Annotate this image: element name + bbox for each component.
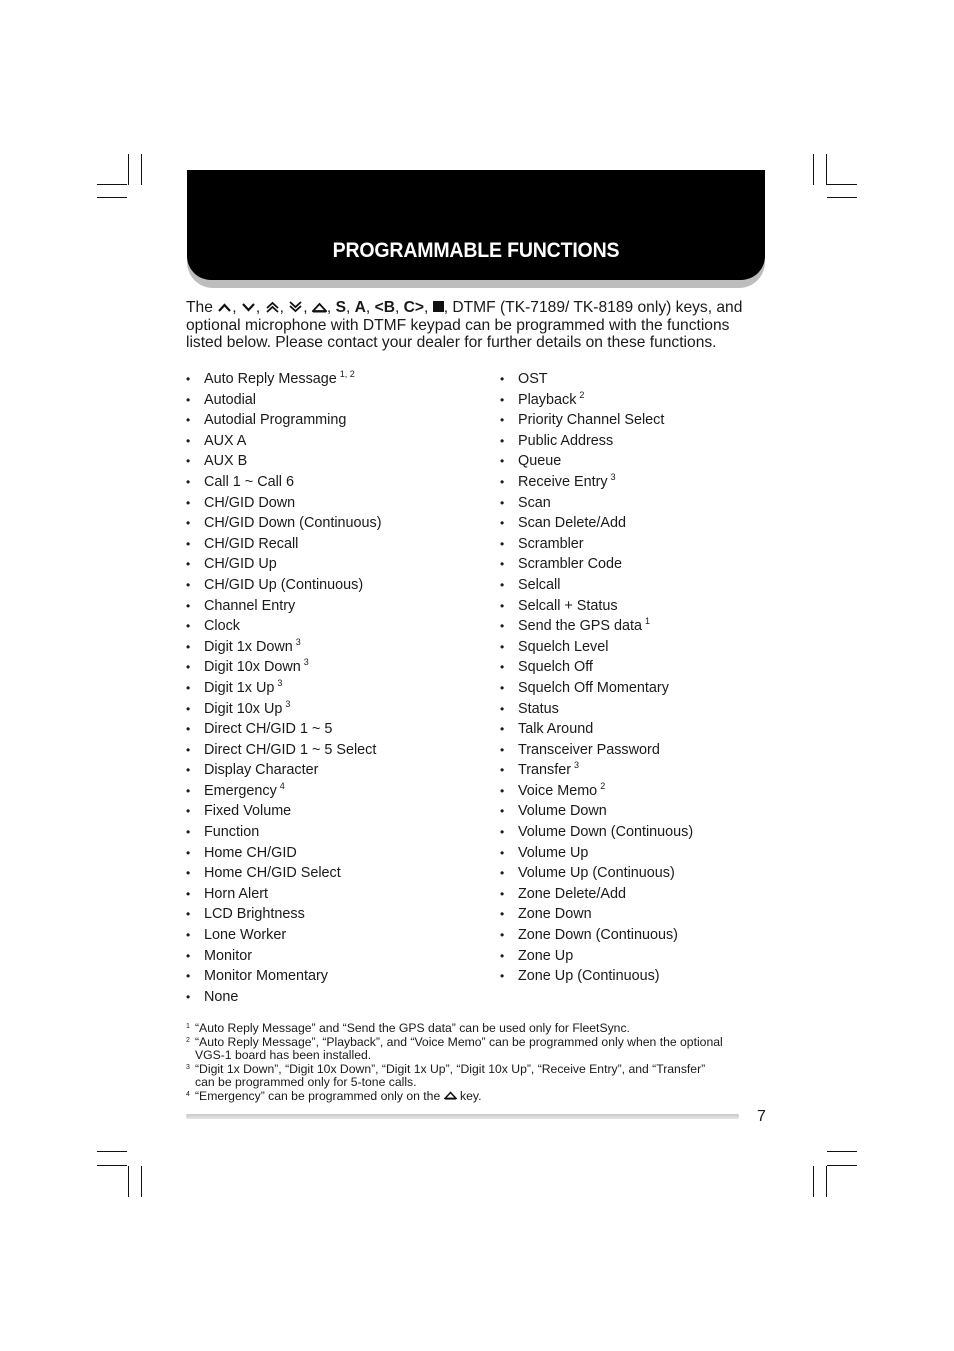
crop-mark xyxy=(141,154,142,185)
list-item xyxy=(186,760,382,781)
bullet: • xyxy=(500,825,505,840)
crop-mark xyxy=(826,154,827,185)
list-item xyxy=(186,637,382,658)
function-label: LCD Brightness xyxy=(204,906,305,923)
bullet: • xyxy=(500,680,505,695)
function-label: None xyxy=(204,988,239,1005)
function-label: Autodial Programming xyxy=(204,412,347,429)
bullet: • xyxy=(186,804,191,819)
bullet: • xyxy=(186,577,191,592)
function-label: Scan Delete/Add xyxy=(518,515,627,532)
function-label: Volume Up xyxy=(518,844,589,861)
crop-mark xyxy=(141,1166,142,1197)
bullet: • xyxy=(500,392,505,407)
list-item xyxy=(186,554,382,575)
bullet: • xyxy=(186,557,191,572)
list-item xyxy=(500,946,693,967)
function-label: Priority Channel Select xyxy=(518,412,665,429)
bullet: • xyxy=(186,845,191,860)
function-label: Selcall xyxy=(518,576,561,593)
list-item xyxy=(500,616,693,637)
function-label: Voice Memo xyxy=(518,782,598,799)
crop-mark xyxy=(97,197,127,198)
bullet: • xyxy=(500,701,505,716)
function-label: Digit 1x Up xyxy=(204,679,275,696)
crop-mark xyxy=(128,1166,129,1197)
list-item xyxy=(500,637,693,658)
function-label: Fixed Volume xyxy=(204,803,292,820)
list-item xyxy=(186,596,382,617)
list-item xyxy=(500,657,693,678)
bullet: • xyxy=(500,557,505,572)
list-item xyxy=(186,410,382,431)
page-title: PROGRAMMABLE FUNCTIONS xyxy=(332,239,620,262)
footnote-ref: 3 xyxy=(610,471,616,482)
function-label: Squelch Level xyxy=(518,638,609,655)
list-item xyxy=(500,760,693,781)
function-label: Clock xyxy=(204,618,240,635)
list-item xyxy=(500,451,693,472)
function-label: Scrambler Code xyxy=(518,556,622,573)
function-label: Emergency xyxy=(204,782,277,799)
function-label: Selcall + Status xyxy=(518,597,618,614)
function-label: Volume Down xyxy=(518,803,607,820)
list-item xyxy=(186,822,382,843)
list-item xyxy=(186,657,382,678)
function-label: CH/GID Recall xyxy=(204,535,299,552)
bullet: • xyxy=(500,969,505,984)
function-label: Direct CH/GID 1 ~ 5 Select xyxy=(204,741,377,758)
bullet: • xyxy=(186,742,191,757)
function-label: Display Character xyxy=(204,762,319,779)
list-item xyxy=(500,410,693,431)
crop-mark xyxy=(827,1151,857,1152)
footnote-ref: 3 xyxy=(303,657,309,668)
down-arrow-icon xyxy=(241,301,256,313)
function-label: Talk Around xyxy=(518,721,594,738)
list-item xyxy=(186,884,382,905)
list-item xyxy=(186,966,382,987)
intro-line-1: The , , , , , S, A, <B, C>, , DTMF (TK-7189/ TK-8189 only) keys, and xyxy=(186,299,743,316)
intro-line-2: optional microphone with DTMF keypad can be programmed with the functions xyxy=(186,316,730,334)
list-item xyxy=(186,740,382,761)
list-item xyxy=(186,513,382,534)
bullet: • xyxy=(186,619,191,634)
function-label: Volume Down (Continuous) xyxy=(518,824,694,841)
function-label: Digit 1x Down xyxy=(204,638,293,655)
bullet: • xyxy=(500,413,505,428)
list-item xyxy=(186,678,382,699)
function-label: Zone Up (Continuous) xyxy=(518,968,660,985)
bullet: • xyxy=(186,989,191,1004)
list-item xyxy=(500,904,693,925)
bullet: • xyxy=(186,928,191,943)
list-item xyxy=(500,843,693,864)
bullet: • xyxy=(186,372,191,386)
function-label: Home CH/GID xyxy=(204,844,297,861)
up-arrow-icon xyxy=(217,301,232,313)
page-number: 7 xyxy=(757,1108,766,1125)
footnote-1: 1 “Auto Reply Message” and “Send the GPS data” can be used only for FleetSync. xyxy=(186,1021,630,1035)
square-key-icon xyxy=(433,301,444,312)
list-item xyxy=(186,493,382,514)
bullet: • xyxy=(500,742,505,757)
function-label: Queue xyxy=(518,453,562,470)
function-label: Transceiver Password xyxy=(518,741,660,758)
emergency-key-icon xyxy=(312,301,327,313)
crop-mark xyxy=(97,1151,127,1152)
list-item xyxy=(500,575,693,596)
list-item xyxy=(500,369,693,390)
bullet: • xyxy=(500,886,505,901)
list-item xyxy=(186,431,382,452)
bullet: • xyxy=(500,433,505,448)
crop-mark xyxy=(827,1165,857,1166)
bullet: • xyxy=(500,454,505,469)
function-label: Autodial xyxy=(204,391,257,408)
bullet: • xyxy=(186,639,191,654)
crop-mark xyxy=(826,1166,827,1197)
bullet: • xyxy=(186,701,191,716)
function-label: Zone Down xyxy=(518,906,592,923)
bullet: • xyxy=(500,845,505,860)
function-label: Monitor xyxy=(204,947,252,964)
function-label: CH/GID Down (Continuous) xyxy=(204,515,382,532)
footer-rule xyxy=(186,1114,739,1119)
list-item xyxy=(500,472,693,493)
list-item xyxy=(500,431,693,452)
footnote-3: 3 “Digit 1x Down”, “Digit 10x Down”, “Digit 1x Up”, “Digit 10x Up”, “Receive Entry”, and “Transfer” can be programmed only for 5-tone calls. xyxy=(186,1061,706,1090)
function-label: Status xyxy=(518,700,559,717)
function-label: Zone Down (Continuous) xyxy=(518,927,678,944)
intro-paragraph xyxy=(186,299,776,352)
list-item xyxy=(500,719,693,740)
bullet: • xyxy=(186,783,191,798)
list-item xyxy=(186,451,382,472)
bullet: • xyxy=(186,516,191,531)
list-item xyxy=(500,822,693,843)
list-item xyxy=(186,390,382,411)
bullet: • xyxy=(500,619,505,634)
emergency-key-icon xyxy=(444,1090,457,1100)
bullet: • xyxy=(186,886,191,901)
function-label: Zone Up xyxy=(518,947,574,964)
list-item xyxy=(186,781,382,802)
list-item xyxy=(500,678,693,699)
list-item xyxy=(186,904,382,925)
function-label: AUX A xyxy=(204,432,247,449)
bullet: • xyxy=(500,660,505,675)
bullet: • xyxy=(186,392,191,407)
list-item xyxy=(186,801,382,822)
double-up-arrow-icon xyxy=(265,301,280,313)
bullet: • xyxy=(186,866,191,881)
footnote-ref: 3 xyxy=(277,677,283,688)
bullet: • xyxy=(186,763,191,778)
footnote-ref: 3 xyxy=(574,760,580,771)
bullet: • xyxy=(500,928,505,943)
list-item xyxy=(186,472,382,493)
footnote-ref: 3 xyxy=(285,698,291,709)
function-label: Volume Up (Continuous) xyxy=(518,865,675,882)
function-label: OST xyxy=(518,371,548,387)
crop-mark xyxy=(813,1166,814,1197)
list-item xyxy=(186,575,382,596)
bullet: • xyxy=(186,598,191,613)
bullet: • xyxy=(186,413,191,428)
bullet: • xyxy=(500,783,505,798)
crop-mark xyxy=(827,184,857,185)
function-list-right xyxy=(500,369,693,987)
list-item xyxy=(500,801,693,822)
list-item xyxy=(186,699,382,720)
bullet: • xyxy=(186,474,191,489)
bullet: • xyxy=(186,454,191,469)
list-item xyxy=(500,740,693,761)
function-label: Call 1 ~ Call 6 xyxy=(204,473,294,490)
list-item xyxy=(500,884,693,905)
list-item xyxy=(500,390,693,411)
list-item xyxy=(186,843,382,864)
bullet: • xyxy=(500,722,505,737)
bullet: • xyxy=(500,372,505,386)
function-label: Scrambler xyxy=(518,535,584,552)
bullet: • xyxy=(186,495,191,510)
list-item xyxy=(500,493,693,514)
bullet: • xyxy=(186,907,191,922)
function-label: Digit 10x Down xyxy=(204,659,301,676)
bullet: • xyxy=(186,969,191,984)
crop-mark xyxy=(128,154,129,185)
bullet: • xyxy=(500,536,505,551)
function-label: CH/GID Down xyxy=(204,494,296,511)
function-label: Scan xyxy=(518,494,551,511)
footnote-ref: 1, 2 xyxy=(339,369,355,379)
bullet: • xyxy=(500,907,505,922)
list-item xyxy=(500,925,693,946)
list-item xyxy=(500,863,693,884)
bullet: • xyxy=(186,948,191,963)
function-label: Home CH/GID Select xyxy=(204,865,341,882)
bullet: • xyxy=(186,536,191,551)
function-label: Function xyxy=(204,824,260,841)
function-label: Zone Delete/Add xyxy=(518,885,627,902)
list-item xyxy=(186,719,382,740)
list-item xyxy=(186,925,382,946)
footnote-ref: 1 xyxy=(645,616,651,627)
bullet: • xyxy=(186,825,191,840)
list-item xyxy=(186,616,382,637)
footnote-2: 2 “Auto Reply Message”, “Playback”, and “Voice Memo” can be programmed only when the optional VGS-1 board has been installed. xyxy=(186,1034,723,1063)
bullet: • xyxy=(500,804,505,819)
function-list-left xyxy=(186,369,382,1007)
bullet: • xyxy=(500,474,505,489)
function-label: Digit 10x Up xyxy=(204,700,283,717)
bullet: • xyxy=(500,866,505,881)
crop-mark xyxy=(813,154,814,185)
bullet: • xyxy=(186,680,191,695)
function-label: Squelch Off Momentary xyxy=(518,679,669,696)
list-item xyxy=(500,966,693,987)
bullet: • xyxy=(500,948,505,963)
function-label: Channel Entry xyxy=(204,597,296,614)
bullet: • xyxy=(500,495,505,510)
function-label: Send the GPS data xyxy=(518,618,643,635)
list-item xyxy=(186,369,382,390)
bullet: • xyxy=(186,660,191,675)
footnote-ref: 4 xyxy=(279,780,285,791)
list-item xyxy=(186,987,382,1008)
footnote-ref: 2 xyxy=(579,389,585,400)
title-banner xyxy=(187,170,765,280)
function-label: Monitor Momentary xyxy=(204,968,328,985)
list-item xyxy=(500,781,693,802)
function-label: Auto Reply Message xyxy=(204,371,337,387)
function-label: Direct CH/GID 1 ~ 5 xyxy=(204,721,333,738)
footnote-4: 4 “Emergency” can be programmed only on the key. xyxy=(186,1088,482,1103)
function-label: CH/GID Up (Continuous) xyxy=(204,576,364,593)
function-label: Public Address xyxy=(518,432,614,449)
crop-mark xyxy=(97,184,127,185)
bullet: • xyxy=(186,722,191,737)
function-label: CH/GID Up xyxy=(204,556,277,573)
list-item xyxy=(500,554,693,575)
bullet: • xyxy=(500,516,505,531)
function-label: Horn Alert xyxy=(204,885,268,902)
list-item xyxy=(186,863,382,884)
footnotes xyxy=(186,1022,776,1104)
list-item xyxy=(500,513,693,534)
list-item xyxy=(500,596,693,617)
crop-mark xyxy=(97,1165,127,1166)
function-label: Transfer xyxy=(518,762,572,779)
list-item xyxy=(500,534,693,555)
footnote-ref: 3 xyxy=(295,636,301,647)
bullet: • xyxy=(500,639,505,654)
footnote-ref: 2 xyxy=(600,780,606,791)
intro-line-3: listed below. Please contact your dealer for further details on these functions. xyxy=(186,334,717,352)
list-item xyxy=(186,946,382,967)
bullet: • xyxy=(186,433,191,448)
function-label: Receive Entry xyxy=(518,473,608,490)
function-label: AUX B xyxy=(204,453,248,470)
function-label: Playback xyxy=(518,391,577,408)
bullet: • xyxy=(500,577,505,592)
bullet: • xyxy=(500,763,505,778)
list-item xyxy=(500,699,693,720)
crop-mark xyxy=(827,197,857,198)
double-down-arrow-icon xyxy=(288,301,303,313)
bullet: • xyxy=(500,598,505,613)
list-item xyxy=(186,534,382,555)
function-label: Lone Worker xyxy=(204,927,287,944)
function-label: Squelch Off xyxy=(518,659,593,676)
